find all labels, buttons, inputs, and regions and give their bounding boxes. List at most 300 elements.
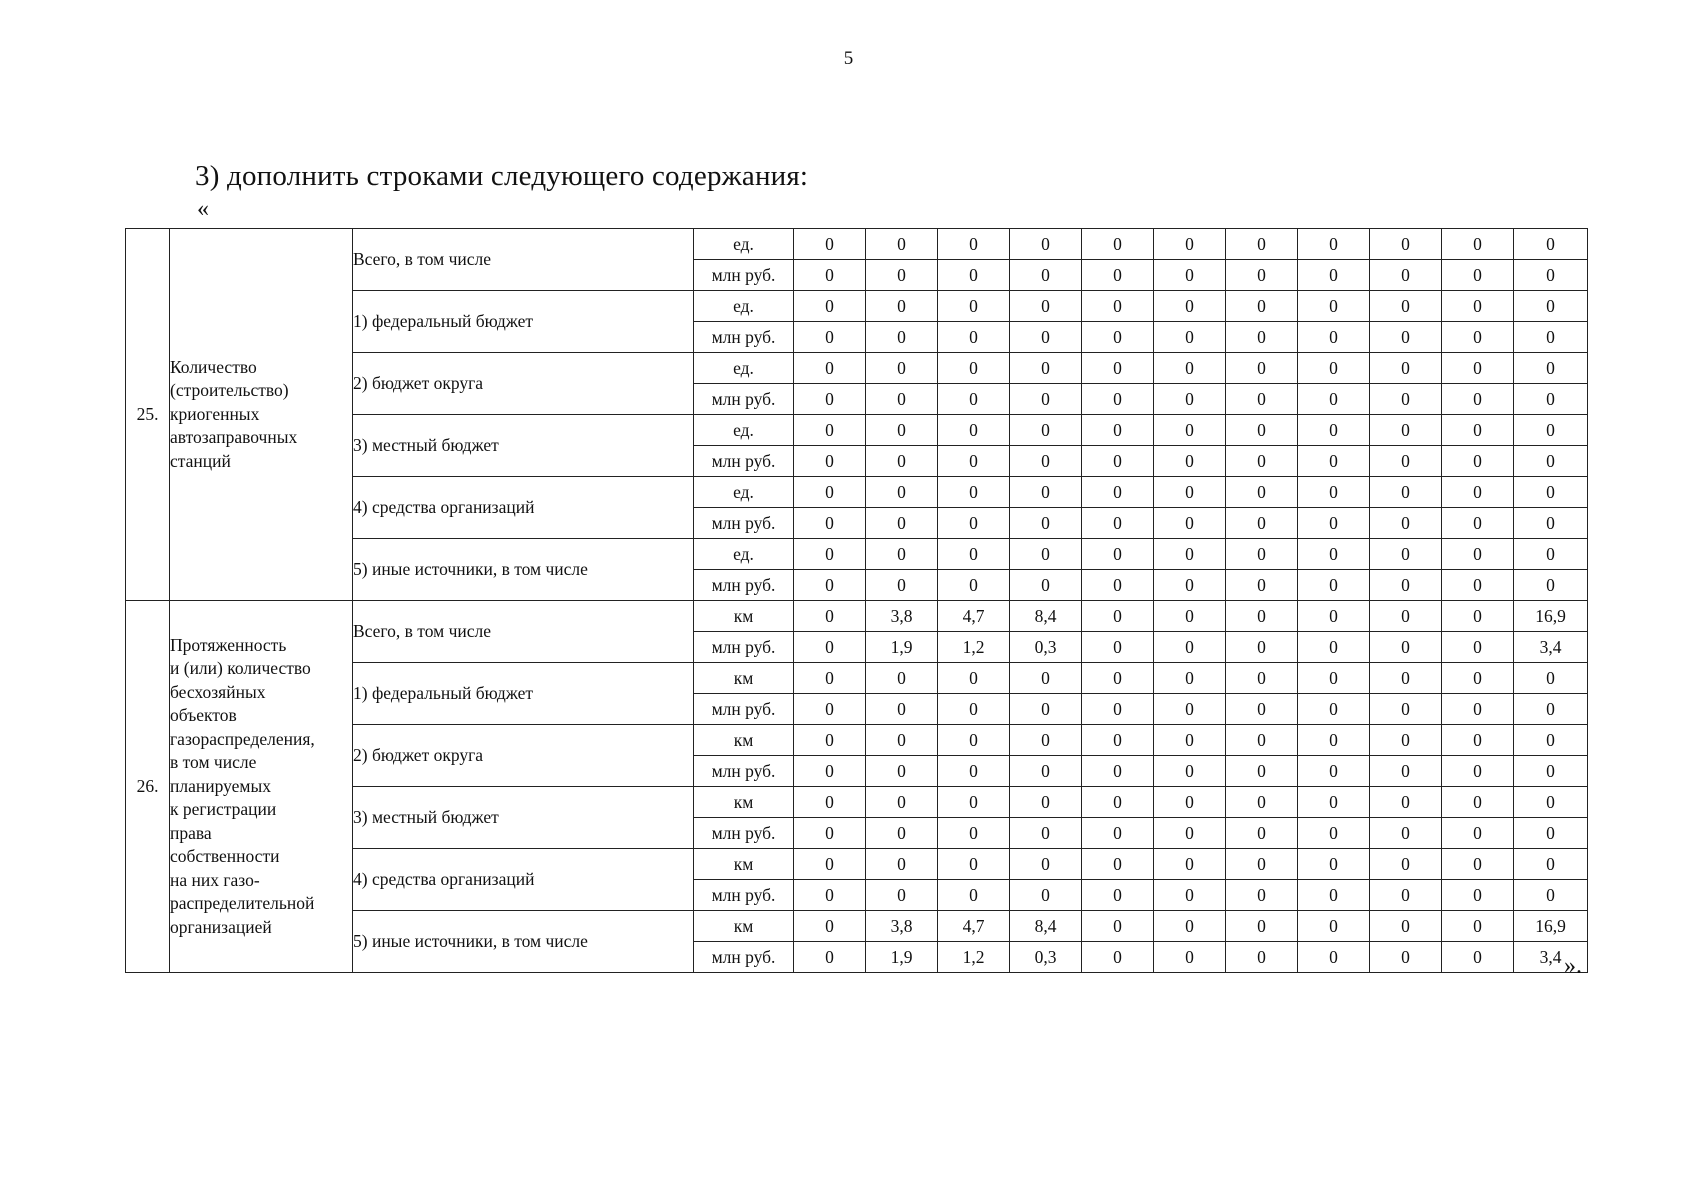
value-cell: 1,2 xyxy=(938,632,1010,663)
value-cell: 0 xyxy=(866,725,938,756)
value-cell: 0 xyxy=(1226,632,1298,663)
funding-source: 5) иные источники, в том числе xyxy=(353,539,694,601)
value-cell: 0 xyxy=(1226,849,1298,880)
value-cell: 0 xyxy=(1514,663,1588,694)
value-cell: 0 xyxy=(866,508,938,539)
value-cell: 0 xyxy=(1226,663,1298,694)
value-cell: 0 xyxy=(1370,601,1442,632)
value-cell: 0 xyxy=(1226,229,1298,260)
value-cell: 0 xyxy=(794,663,866,694)
value-cell: 0 xyxy=(1010,291,1082,322)
value-cell: 0 xyxy=(866,477,938,508)
value-cell: 0 xyxy=(1442,849,1514,880)
value-cell: 0 xyxy=(866,260,938,291)
value-cell: 0 xyxy=(1370,632,1442,663)
value-cell: 0 xyxy=(1514,539,1588,570)
value-cell: 0 xyxy=(794,353,866,384)
value-cell: 0 xyxy=(1082,508,1154,539)
value-cell: 0 xyxy=(1370,570,1442,601)
value-cell: 0 xyxy=(794,508,866,539)
value-cell: 0 xyxy=(1514,446,1588,477)
value-cell: 0 xyxy=(1010,415,1082,446)
value-cell: 0 xyxy=(1370,539,1442,570)
value-cell: 0 xyxy=(1442,415,1514,446)
funding-source: 1) федеральный бюджет xyxy=(353,291,694,353)
value-cell: 0 xyxy=(794,322,866,353)
value-cell: 0 xyxy=(1082,787,1154,818)
unit-cell: ед. xyxy=(694,539,794,570)
value-cell: 0 xyxy=(1442,942,1514,973)
value-cell: 0 xyxy=(1082,756,1154,787)
value-cell: 0 xyxy=(1370,849,1442,880)
value-cell: 0 xyxy=(1298,539,1370,570)
value-cell: 0 xyxy=(1010,570,1082,601)
value-cell: 0 xyxy=(794,291,866,322)
indicator-name-line: криогенных xyxy=(170,403,260,424)
value-cell: 0 xyxy=(1298,694,1370,725)
value-cell: 0 xyxy=(938,756,1010,787)
value-cell: 0 xyxy=(1298,880,1370,911)
value-cell: 0 xyxy=(1226,880,1298,911)
value-cell: 0 xyxy=(1226,911,1298,942)
value-cell: 0 xyxy=(1226,384,1298,415)
value-cell: 0 xyxy=(1514,818,1588,849)
value-cell: 0 xyxy=(938,849,1010,880)
value-cell: 0 xyxy=(794,415,866,446)
value-cell: 0 xyxy=(1082,911,1154,942)
value-cell: 0 xyxy=(1010,229,1082,260)
value-cell: 0 xyxy=(866,880,938,911)
value-cell: 0 xyxy=(1010,725,1082,756)
unit-cell: км xyxy=(694,663,794,694)
value-cell: 0 xyxy=(1442,508,1514,539)
value-cell: 0 xyxy=(1442,353,1514,384)
value-cell: 0 xyxy=(1370,880,1442,911)
value-cell: 0 xyxy=(1082,694,1154,725)
funding-source: 4) средства организаций xyxy=(353,477,694,539)
value-cell: 0 xyxy=(1010,663,1082,694)
value-cell: 0 xyxy=(1154,601,1226,632)
value-cell: 0 xyxy=(794,911,866,942)
funding-source: Всего, в том числе xyxy=(353,601,694,663)
value-cell: 0 xyxy=(1298,725,1370,756)
value-cell: 0 xyxy=(1298,353,1370,384)
value-cell: 0 xyxy=(1370,911,1442,942)
value-cell: 0 xyxy=(866,415,938,446)
indicator-name-line: станций xyxy=(170,450,231,471)
value-cell: 0 xyxy=(1082,942,1154,973)
unit-cell: млн руб. xyxy=(694,260,794,291)
value-cell: 0 xyxy=(1010,756,1082,787)
value-cell: 1,2 xyxy=(938,942,1010,973)
unit-cell: км xyxy=(694,787,794,818)
value-cell: 0 xyxy=(1298,756,1370,787)
value-cell: 0 xyxy=(938,353,1010,384)
value-cell: 0 xyxy=(1370,322,1442,353)
indicator-name-line: бесхозяйных xyxy=(170,681,266,702)
unit-cell: млн руб. xyxy=(694,384,794,415)
value-cell: 0 xyxy=(866,384,938,415)
value-cell: 0 xyxy=(794,756,866,787)
value-cell: 0 xyxy=(1154,756,1226,787)
value-cell: 0 xyxy=(938,415,1010,446)
value-cell: 0 xyxy=(1082,632,1154,663)
value-cell: 0 xyxy=(1442,911,1514,942)
value-cell: 0 xyxy=(1082,477,1154,508)
value-cell: 0 xyxy=(794,849,866,880)
value-cell: 0 xyxy=(1226,415,1298,446)
value-cell: 0,3 xyxy=(1010,632,1082,663)
value-cell: 0 xyxy=(1154,477,1226,508)
unit-cell: ед. xyxy=(694,353,794,384)
value-cell: 0 xyxy=(1010,384,1082,415)
value-cell: 0 xyxy=(794,818,866,849)
value-cell: 4,7 xyxy=(938,911,1010,942)
value-cell: 0 xyxy=(794,570,866,601)
value-cell: 0 xyxy=(1298,787,1370,818)
indicator-name-line: Протяженность xyxy=(170,634,287,655)
funding-source: 1) федеральный бюджет xyxy=(353,663,694,725)
value-cell: 0 xyxy=(1082,229,1154,260)
value-cell: 0 xyxy=(1370,384,1442,415)
unit-cell: млн руб. xyxy=(694,508,794,539)
value-cell: 0 xyxy=(1154,849,1226,880)
unit-cell: ед. xyxy=(694,229,794,260)
value-cell: 0 xyxy=(1082,880,1154,911)
indicator-name-line: автозаправочных xyxy=(170,427,298,448)
value-cell: 0 xyxy=(1154,260,1226,291)
value-cell: 0 xyxy=(1298,229,1370,260)
value-cell: 0 xyxy=(1514,849,1588,880)
value-cell: 16,9 xyxy=(1514,601,1588,632)
value-cell: 0 xyxy=(1514,415,1588,446)
unit-cell: млн руб. xyxy=(694,880,794,911)
value-cell: 0 xyxy=(1514,353,1588,384)
value-cell: 0 xyxy=(794,477,866,508)
value-cell: 3,8 xyxy=(866,911,938,942)
unit-cell: ед. xyxy=(694,415,794,446)
value-cell: 0 xyxy=(1298,570,1370,601)
funding-source: 5) иные источники, в том числе xyxy=(353,911,694,973)
value-cell: 0 xyxy=(1154,322,1226,353)
page-number: 5 xyxy=(843,48,854,69)
value-cell: 0 xyxy=(1514,508,1588,539)
value-cell: 0 xyxy=(938,508,1010,539)
value-cell: 0 xyxy=(1226,322,1298,353)
indicator-name-line: объектов xyxy=(170,705,237,726)
value-cell: 0 xyxy=(938,477,1010,508)
value-cell: 0 xyxy=(1010,322,1082,353)
closing-quote: ». xyxy=(1564,953,1582,979)
value-cell: 1,9 xyxy=(866,632,938,663)
value-cell: 0 xyxy=(866,663,938,694)
value-cell: 8,4 xyxy=(1010,911,1082,942)
indicator-name-line: планируемых xyxy=(170,775,271,796)
value-cell: 0 xyxy=(1154,632,1226,663)
value-cell: 0 xyxy=(1370,942,1442,973)
value-cell: 0 xyxy=(866,322,938,353)
indicator-name-line: в том числе xyxy=(170,752,257,773)
value-cell: 0 xyxy=(866,353,938,384)
value-cell: 0 xyxy=(1370,787,1442,818)
value-cell: 0 xyxy=(1370,756,1442,787)
value-cell: 0 xyxy=(1442,663,1514,694)
value-cell: 0 xyxy=(1226,446,1298,477)
value-cell: 0 xyxy=(1082,539,1154,570)
value-cell: 0 xyxy=(1082,384,1154,415)
value-cell: 0 xyxy=(1010,849,1082,880)
value-cell: 0 xyxy=(938,818,1010,849)
value-cell: 0 xyxy=(1154,725,1226,756)
value-cell: 0 xyxy=(1226,477,1298,508)
funding-source: 2) бюджет округа xyxy=(353,353,694,415)
value-cell: 0 xyxy=(1154,446,1226,477)
unit-cell: ед. xyxy=(694,477,794,508)
value-cell: 0 xyxy=(1154,384,1226,415)
unit-cell: млн руб. xyxy=(694,632,794,663)
value-cell: 0 xyxy=(866,756,938,787)
value-cell: 0 xyxy=(1442,818,1514,849)
value-cell: 0 xyxy=(1298,446,1370,477)
value-cell: 0 xyxy=(794,601,866,632)
value-cell: 0 xyxy=(938,663,1010,694)
value-cell: 0 xyxy=(794,694,866,725)
value-cell: 0 xyxy=(1298,942,1370,973)
indicator-name-line: к регистрации xyxy=(170,799,277,820)
value-cell: 0 xyxy=(1010,508,1082,539)
value-cell: 0 xyxy=(1370,260,1442,291)
value-cell: 0 xyxy=(1082,849,1154,880)
indicator-name-line: (строительство) xyxy=(170,380,289,401)
value-cell: 0 xyxy=(938,570,1010,601)
value-cell: 0 xyxy=(1298,849,1370,880)
unit-cell: км xyxy=(694,725,794,756)
value-cell: 16,9 xyxy=(1514,911,1588,942)
value-cell: 0 xyxy=(1298,415,1370,446)
value-cell: 0 xyxy=(1226,818,1298,849)
value-cell: 0 xyxy=(938,880,1010,911)
value-cell: 1,9 xyxy=(866,942,938,973)
value-cell: 0 xyxy=(938,291,1010,322)
value-cell: 0 xyxy=(1226,787,1298,818)
value-cell: 0 xyxy=(1370,694,1442,725)
value-cell: 4,7 xyxy=(938,601,1010,632)
value-cell: 0 xyxy=(1442,229,1514,260)
value-cell: 0 xyxy=(1154,942,1226,973)
value-cell: 0 xyxy=(1442,539,1514,570)
value-cell: 0 xyxy=(794,880,866,911)
indicator-name-line: организацией xyxy=(170,916,272,937)
funding-source: 3) местный бюджет xyxy=(353,787,694,849)
value-cell: 0 xyxy=(1514,291,1588,322)
value-cell: 0 xyxy=(1010,539,1082,570)
unit-cell: ед. xyxy=(694,291,794,322)
value-cell: 0 xyxy=(1442,725,1514,756)
value-cell: 0 xyxy=(1370,291,1442,322)
value-cell: 0 xyxy=(866,539,938,570)
value-cell: 0 xyxy=(1442,291,1514,322)
unit-cell: млн руб. xyxy=(694,322,794,353)
value-cell: 0 xyxy=(938,322,1010,353)
unit-cell: км xyxy=(694,911,794,942)
value-cell: 0 xyxy=(1298,322,1370,353)
value-cell: 0 xyxy=(1226,570,1298,601)
value-cell: 0,3 xyxy=(1010,942,1082,973)
value-cell: 0 xyxy=(1298,384,1370,415)
value-cell: 0 xyxy=(938,260,1010,291)
indicator-name-line: и (или) количество xyxy=(170,658,311,679)
indicator-name xyxy=(170,601,353,973)
value-cell: 0 xyxy=(1226,694,1298,725)
value-cell: 3,4 xyxy=(1514,942,1588,973)
value-cell: 0 xyxy=(1082,415,1154,446)
value-cell: 0 xyxy=(1442,601,1514,632)
value-cell: 0 xyxy=(1226,539,1298,570)
value-cell: 8,4 xyxy=(1010,601,1082,632)
value-cell: 0 xyxy=(1298,632,1370,663)
value-cell: 0 xyxy=(794,446,866,477)
indicator-table xyxy=(125,228,1588,973)
amendment-heading: 3) дополнить строками следующего содержания: xyxy=(195,160,809,192)
value-cell: 0 xyxy=(1082,725,1154,756)
value-cell: 0 xyxy=(1514,725,1588,756)
value-cell: 0 xyxy=(1370,818,1442,849)
value-cell: 0 xyxy=(938,446,1010,477)
value-cell: 0 xyxy=(1154,880,1226,911)
value-cell: 0 xyxy=(794,229,866,260)
indicator-name-line: права xyxy=(170,822,212,843)
value-cell: 0 xyxy=(938,787,1010,818)
table-row xyxy=(126,601,1588,632)
value-cell: 0 xyxy=(1514,229,1588,260)
funding-source: 2) бюджет округа xyxy=(353,725,694,787)
value-cell: 0 xyxy=(1442,880,1514,911)
value-cell: 0 xyxy=(1298,601,1370,632)
row-number: 25. xyxy=(126,229,170,601)
indicator-name xyxy=(170,229,353,601)
indicator-name-line: на них газо- xyxy=(170,869,260,890)
value-cell: 0 xyxy=(1370,353,1442,384)
value-cell: 0 xyxy=(794,787,866,818)
value-cell: 0 xyxy=(1370,663,1442,694)
value-cell: 0 xyxy=(1514,384,1588,415)
value-cell: 0 xyxy=(1010,260,1082,291)
value-cell: 0 xyxy=(1154,229,1226,260)
value-cell: 0 xyxy=(938,384,1010,415)
unit-cell: км xyxy=(694,849,794,880)
value-cell: 0 xyxy=(1226,601,1298,632)
table-row xyxy=(126,229,1588,260)
unit-cell: млн руб. xyxy=(694,942,794,973)
value-cell: 0 xyxy=(1010,446,1082,477)
indicator-name-line: Количество xyxy=(170,356,257,377)
value-cell: 0 xyxy=(1082,353,1154,384)
value-cell: 0 xyxy=(1298,477,1370,508)
value-cell: 0 xyxy=(1514,880,1588,911)
value-cell: 0 xyxy=(1010,880,1082,911)
value-cell: 0 xyxy=(1010,787,1082,818)
value-cell: 0 xyxy=(1082,322,1154,353)
value-cell: 0 xyxy=(1298,663,1370,694)
value-cell: 0 xyxy=(1154,508,1226,539)
value-cell: 0 xyxy=(1370,477,1442,508)
value-cell: 0 xyxy=(866,229,938,260)
value-cell: 0 xyxy=(1370,725,1442,756)
unit-cell: км xyxy=(694,601,794,632)
value-cell: 0 xyxy=(1082,446,1154,477)
value-cell: 0 xyxy=(1226,756,1298,787)
value-cell: 0 xyxy=(1154,353,1226,384)
value-cell: 0 xyxy=(1154,663,1226,694)
value-cell: 0 xyxy=(1514,322,1588,353)
value-cell: 0 xyxy=(1082,291,1154,322)
value-cell: 0 xyxy=(1082,260,1154,291)
value-cell: 0 xyxy=(1082,818,1154,849)
value-cell: 0 xyxy=(1514,260,1588,291)
value-cell: 0 xyxy=(1514,477,1588,508)
funding-source: 4) средства организаций xyxy=(353,849,694,911)
value-cell: 3,4 xyxy=(1514,632,1588,663)
value-cell: 0 xyxy=(794,260,866,291)
indicator-name-line: распределительной xyxy=(170,893,315,914)
unit-cell: млн руб. xyxy=(694,570,794,601)
value-cell: 0 xyxy=(866,849,938,880)
value-cell: 0 xyxy=(1154,787,1226,818)
funding-source: Всего, в том числе xyxy=(353,229,694,291)
value-cell: 0 xyxy=(794,539,866,570)
value-cell: 0 xyxy=(1298,291,1370,322)
value-cell: 0 xyxy=(1082,601,1154,632)
value-cell: 3,8 xyxy=(866,601,938,632)
value-cell: 0 xyxy=(938,229,1010,260)
value-cell: 0 xyxy=(1154,539,1226,570)
value-cell: 0 xyxy=(866,291,938,322)
value-cell: 0 xyxy=(1010,818,1082,849)
value-cell: 0 xyxy=(1154,818,1226,849)
value-cell: 0 xyxy=(938,725,1010,756)
value-cell: 0 xyxy=(866,787,938,818)
value-cell: 0 xyxy=(1154,415,1226,446)
value-cell: 0 xyxy=(1442,570,1514,601)
value-cell: 0 xyxy=(1442,260,1514,291)
value-cell: 0 xyxy=(1226,725,1298,756)
opening-quote: « xyxy=(197,196,209,222)
value-cell: 0 xyxy=(1514,694,1588,725)
value-cell: 0 xyxy=(1082,663,1154,694)
value-cell: 0 xyxy=(1010,694,1082,725)
value-cell: 0 xyxy=(866,446,938,477)
value-cell: 0 xyxy=(794,942,866,973)
value-cell: 0 xyxy=(1442,787,1514,818)
value-cell: 0 xyxy=(1226,291,1298,322)
value-cell: 0 xyxy=(794,632,866,663)
value-cell: 0 xyxy=(1514,570,1588,601)
row-number: 26. xyxy=(126,601,170,973)
value-cell: 0 xyxy=(1370,446,1442,477)
value-cell: 0 xyxy=(1226,260,1298,291)
value-cell: 0 xyxy=(1154,570,1226,601)
value-cell: 0 xyxy=(1442,694,1514,725)
value-cell: 0 xyxy=(1442,446,1514,477)
value-cell: 0 xyxy=(1370,415,1442,446)
value-cell: 0 xyxy=(1226,508,1298,539)
unit-cell: млн руб. xyxy=(694,818,794,849)
indicator-name-line: газораспределения, xyxy=(170,728,315,749)
value-cell: 0 xyxy=(1226,353,1298,384)
value-cell: 0 xyxy=(1010,477,1082,508)
value-cell: 0 xyxy=(866,570,938,601)
value-cell: 0 xyxy=(794,384,866,415)
